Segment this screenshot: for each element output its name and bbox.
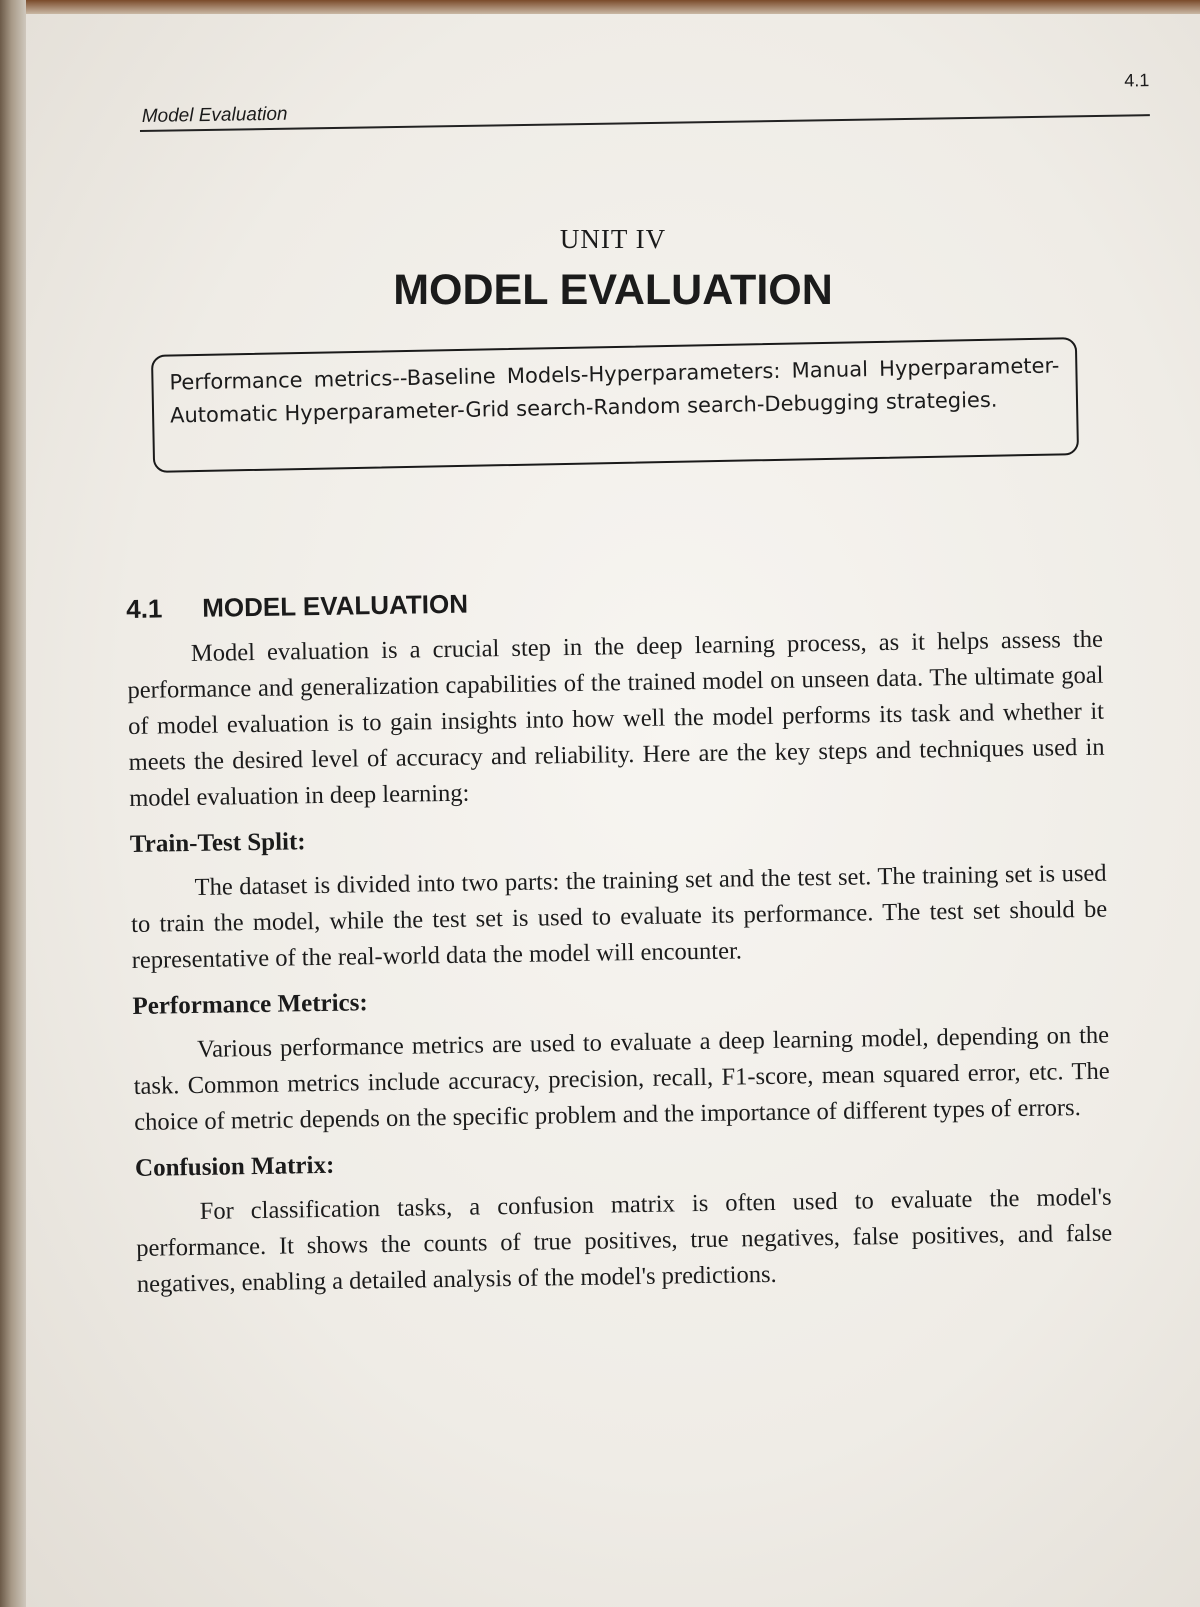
running-title: Model Evaluation [141,103,288,127]
book-page [26,14,1200,1607]
unit-label: UNIT IV [559,224,667,254]
section-content [126,579,1113,1303]
page-number: 4.1 [1124,70,1150,91]
subheading-train-test-split: Train-Test Split: [129,828,306,858]
paragraph-train-test-split: The dataset is divided into two parts: the training set and the test set. The training set is used to train the model, while the test set is used to evaluate its performance. The test set should be representative of the real-world data the model will encounter. [130,859,1108,974]
paragraph-confusion-matrix: For classification tasks, a confusion matrix is often used to evaluate the model's performance. It shows the counts of true positives, true negatives, false positives, and false negatives, enabling a detailed analysis of the model's predictions. [136,1183,1113,1298]
intro-paragraph: Model evaluation is a crucial step in the deep learning process, as it helps assess the performance and generalization capabilities of the trained model on unseen data. The ultimate goal of model evaluation is to gain insights into how well the model performs its task and whether it meets the desired level of accuracy and reliability. Here are the key steps and techniques used in model evaluation in deep learning: [127,625,1105,812]
section-heading [126,579,1102,625]
chapter-outline-box: Performance metrics--Baseline Models-Hyperparameters: Manual Hyperparameter-Automatic Hyperparameter-Grid search-Random search-Debugging strategies. [151,337,1079,473]
running-header [139,70,1150,132]
subheading-confusion-matrix: Confusion Matrix: [134,1151,335,1182]
page-binding-edge [0,0,26,1607]
top-shadow [0,0,1200,14]
section-heading-text: MODEL EVALUATION [201,588,469,623]
chapter-title: MODEL EVALUATION [393,266,833,314]
subheading-performance-metrics: Performance Metrics: [132,989,368,1020]
section-number: 4.1 [126,593,163,624]
paragraph-performance-metrics: Various performance metrics are used to evaluate a deep learning model, depending on the task. Common metrics include accuracy, precision, recall, F1-score, mean squared error, etc. The choice of metric depends on the specific problem and the importance of different types of errors. [133,1021,1110,1136]
